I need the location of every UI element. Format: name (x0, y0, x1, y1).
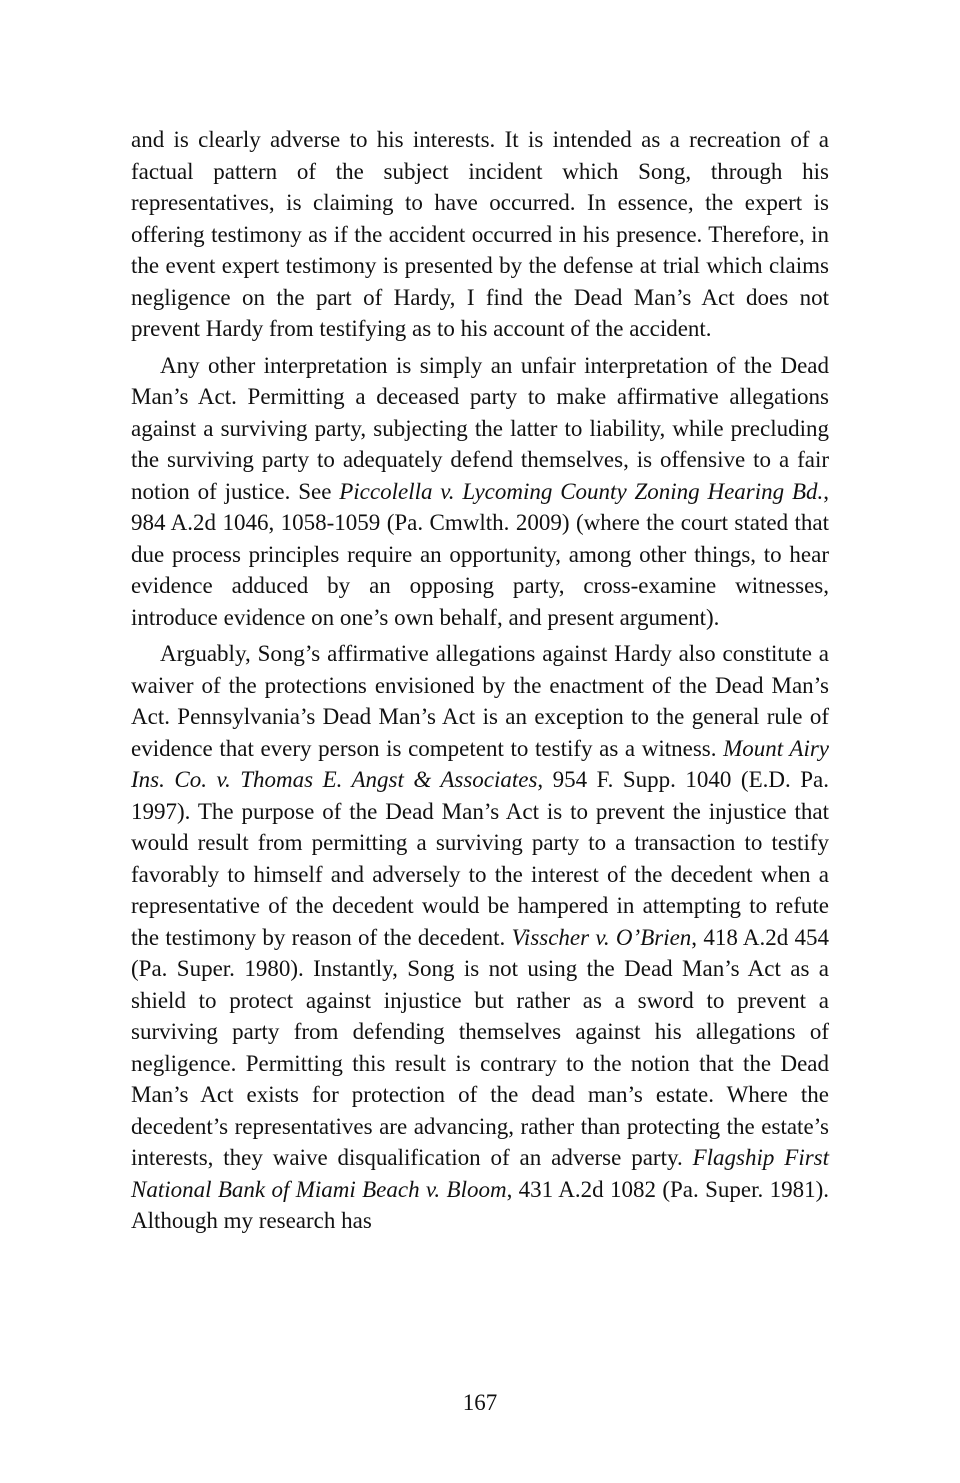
paragraph-3-text-d: , 431 A.2d 1082 (Pa. Super. 1981). Although my research has (131, 1176, 829, 1233)
paragraph-3-text-b: , 954 F. Supp. 1040 (E.D. Pa. 1997). The purpose of the Dead Man’s Act is to prevent the injustice that would result from permitting a surviving party to a transaction to testify favorably to himself and adversely to the interest of the decedent when a representative of the decedent would be hampered in attempting to refute the testimony by reason of the decedent. (131, 767, 829, 950)
case-citation-mount-airy: Mount Airy Ins. Co. v. Thomas E. Angst & Associates (131, 735, 829, 792)
paragraph-2-text-b: , 984 A.2d 1046, 1058-1059 (Pa. Cmwlth. 2009) (where the court stated that due process principles require an opportunity, among other things, to hear evidence adduced by an opposing party, cross-examine witnesses, introduce evidence on one’s own behalf, and present argument). (131, 478, 830, 630)
paragraph-3-text-a: Arguably, Song’s affirmative allegations against Hardy also constitute a waiver of the protections envisioned by the enactment of the Dead Man’s Act. Pennsylvania’s Dead Man’s Act is an exception to the general rule of evidence that every person is competent to testify as a witness. (131, 641, 829, 761)
page-number: 167 (462, 1390, 498, 1415)
paragraph-1 (131, 124, 829, 345)
paragraph-3 (131, 638, 829, 1237)
case-citation-flagship: Flagship First National Bank of Miami Beach v. Bloom (131, 1145, 829, 1202)
case-citation-piccolella: Piccolella v. Lycoming County Zoning Hearing Bd. (339, 478, 824, 504)
paragraph-1-text: and is clearly adverse to his interests. It is intended as a recreation of a factual pattern of the subject incident which Song, through his representatives, is claiming to have occurred. In essence, the expert is offering testimony as if the accident occurred in his presence. Therefore, in the event expert testimony is presented by the defense at trial which claims negligence on the part of Hardy, I find the Dead Man’s Act does not prevent Hardy from testifying as to his account of the accident. (131, 127, 829, 341)
paragraph-2-text-a: Any other interpretation is simply an unfair interpretation of the Dead Man’s Act. Permitting a deceased party to make affirmative allegations against a surviving party, subjecting the latter to liability, while precluding the surviving party to adequately defend themselves, is offensive to a fair notion of justice. See (131, 352, 829, 504)
paragraph-2 (131, 350, 829, 634)
paragraph-3-text-c: , 418 A.2d 454 (Pa. Super. 1980). Instantly, Song is not using the Dead Man’s Act as a shield to protect against injustice but rather as a sword to prevent a surviving party from defending themselves against his allegations of negligence. Permitting this result is contrary to the notion that the Dead Man’s Act exists for protection of the dead man’s estate. Where the decedent’s representatives are advancing, rather than protecting the estate’s interests, they waive disqualification of an adverse party. (131, 924, 830, 1170)
case-citation-visscher: Visscher v. O’Brien (511, 924, 692, 950)
document-body (131, 124, 829, 1242)
